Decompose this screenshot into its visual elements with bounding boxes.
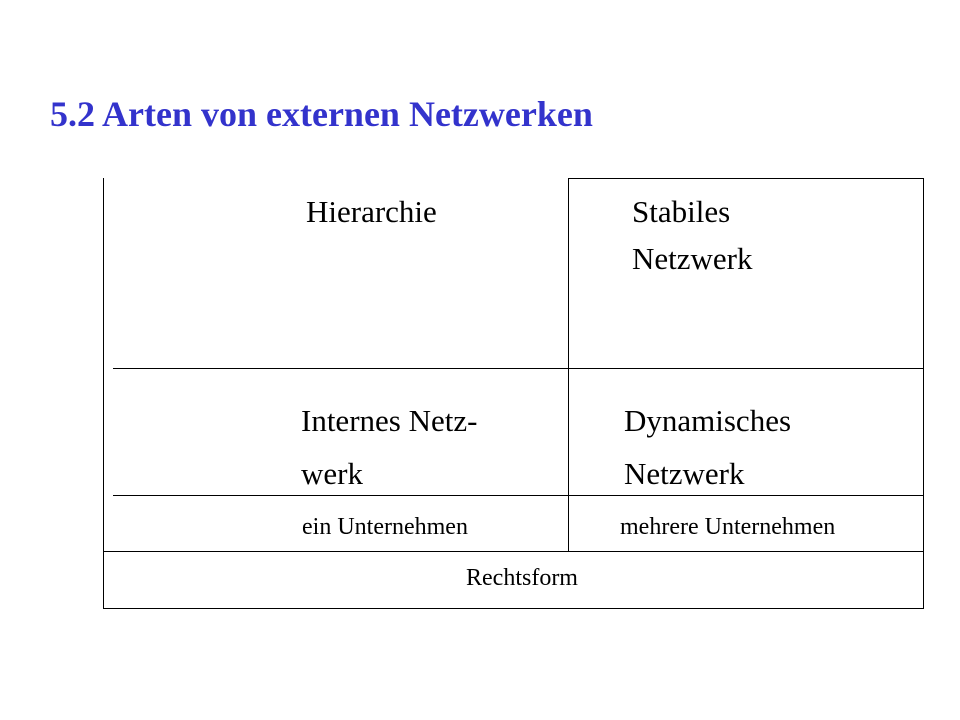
cell-dynamisches-netzwerk-line2: Netzwerk (624, 456, 745, 491)
cell-dynamisches-netzwerk-line1: Dynamisches (624, 403, 792, 438)
cell-hierarchie: Hierarchie (306, 194, 437, 229)
horizontal-divider-2 (113, 495, 923, 496)
frame-right-border (923, 178, 924, 609)
cell-internes-netzwerk-line2: werk (301, 456, 363, 491)
axis-label-ein-unternehmen: ein Unternehmen (302, 514, 468, 540)
frame-top-border (568, 178, 924, 179)
horizontal-divider-3 (103, 551, 924, 552)
cell-internes-netzwerk-line1: Internes Netz- (301, 403, 478, 438)
axis-label-mehrere-unternehmen: mehrere Unternehmen (620, 514, 836, 540)
frame-left-border (103, 178, 104, 609)
horizontal-divider-1 (113, 368, 923, 369)
frame-bottom-border (103, 608, 924, 609)
cell-stabiles-netzwerk-line2: Netzwerk (632, 241, 753, 276)
slide-title: 5.2 Arten von externen Netzwerken (50, 94, 593, 134)
cell-stabiles-netzwerk-line1: Stabiles (632, 194, 731, 229)
axis-label-rechtsform: Rechtsform (466, 565, 578, 591)
